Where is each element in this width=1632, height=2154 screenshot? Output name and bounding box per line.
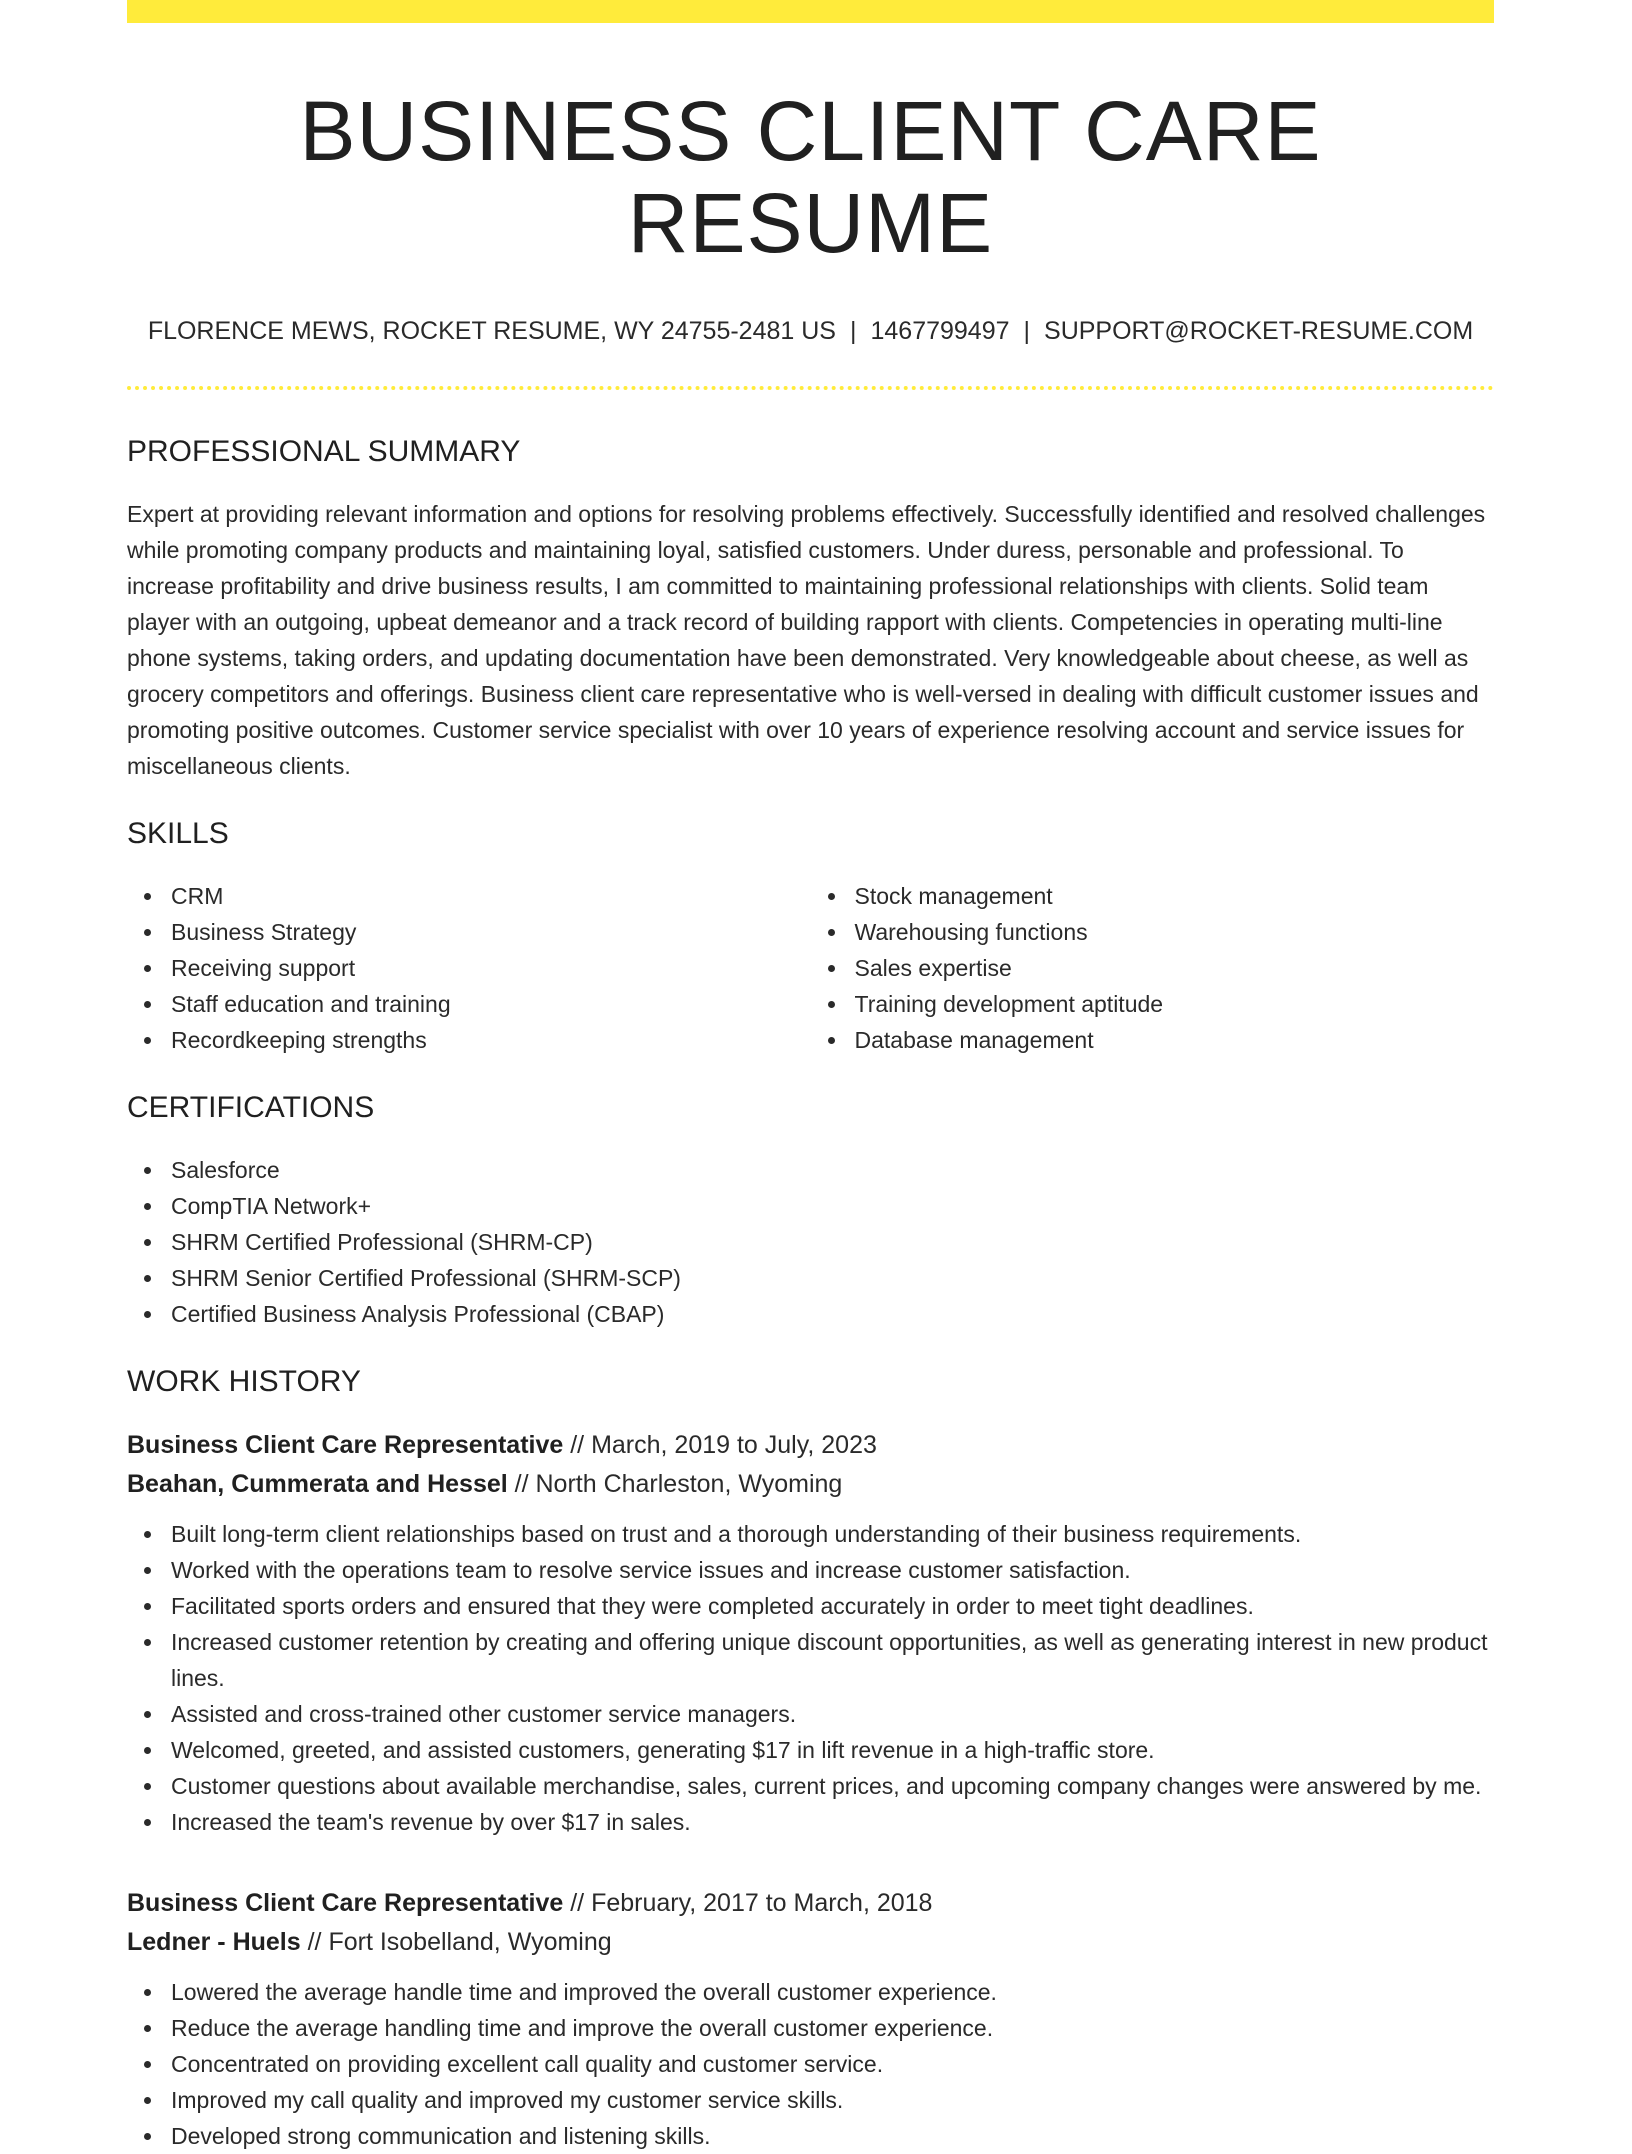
job-bullet: Welcomed, greeted, and assisted customers, generating $17 in lift revenue in a high-traffic store.: [171, 1732, 1494, 1768]
job-company: Ledner - Huels: [127, 1927, 301, 1956]
job-bullet: Assisted and cross-trained other customer service managers.: [171, 1696, 1494, 1732]
job-bullet: Concentrated on providing excellent call quality and customer service.: [171, 2046, 1494, 2082]
skill-item: Database management: [855, 1022, 1495, 1058]
skill-item: Receiving support: [171, 950, 811, 986]
job-entry: [127, 1884, 1494, 2154]
job-bullet: Worked with the operations team to resolve service issues and increase customer satisfaction.: [171, 1552, 1494, 1588]
certification-item: SHRM Senior Certified Professional (SHRM-SCP): [171, 1260, 1494, 1296]
job-title-line: [127, 1426, 1494, 1465]
certification-item: SHRM Certified Professional (SHRM-CP): [171, 1224, 1494, 1260]
professional-summary-section: [127, 434, 1494, 784]
job-bullet: Improved my call quality and improved my customer service skills.: [171, 2082, 1494, 2118]
skill-item: CRM: [171, 878, 811, 914]
skill-item: Business Strategy: [171, 914, 811, 950]
skills-grid: [127, 878, 1494, 1058]
job-company: Beahan, Cummerata and Hessel: [127, 1469, 508, 1498]
skill-item: Staff education and training: [171, 986, 811, 1022]
certifications-list: [127, 1152, 1494, 1332]
job-bullet: Reduce the average handling time and improve the overall customer experience.: [171, 2010, 1494, 2046]
job-entry: [127, 1426, 1494, 1840]
certifications-section: [127, 1090, 1494, 1332]
summary-text: Expert at providing relevant information and options for resolving problems effectively. Successfully identified and resolved challenges while promoting company products and maintaining loyal, satisfied customers. Under duress, personable and professional. To increase profitability and drive business results, I am committed to maintaining professional relationships with clients. Solid team player with an outgoing, upbeat demeanor and a track record of building rapport with clients. Competencies in operating multi-line phone systems, taking orders, and updating documentation have been demonstrated. Very knowledgeable about cheese, as well as grocery competitors and offerings. Business client care representative who is well-versed in dealing with difficult customer issues and promoting positive outcomes. Customer service specialist with over 10 years of experience resolving account and service issues for miscellaneous clients.: [127, 500, 1486, 779]
contact-separator: |: [1023, 316, 1031, 345]
skill-item: Stock management: [855, 878, 1495, 914]
skills-section: [127, 816, 1494, 1058]
job-company-line: [127, 1465, 1494, 1504]
job-dates: // March, 2019 to July, 2023: [563, 1430, 877, 1459]
resume-page: [127, 0, 1494, 2154]
certification-item: CompTIA Network+: [171, 1188, 1494, 1224]
job-company-line: [127, 1923, 1494, 1962]
contact-email: SUPPORT@ROCKET-RESUME.COM: [1044, 316, 1474, 345]
skill-item: Training development aptitude: [855, 986, 1495, 1022]
work-history-section: [127, 1364, 1494, 2154]
job-bullet: Increased customer retention by creating and offering unique discount opportunities, as well as generating interest in new product lines.: [171, 1624, 1494, 1696]
job-bullet: Facilitated sports orders and ensured that they were completed accurately in order to meet tight deadlines.: [171, 1588, 1494, 1624]
job-title: Business Client Care Representative: [127, 1888, 564, 1917]
section-heading: WORK HISTORY: [127, 1364, 361, 1398]
job-bullets: [127, 1974, 1494, 2154]
job-title: Business Client Care Representative: [127, 1430, 564, 1459]
certification-item: Salesforce: [171, 1152, 1494, 1188]
skill-item: Sales expertise: [855, 950, 1495, 986]
section-heading: PROFESSIONAL SUMMARY: [127, 434, 521, 468]
job-bullet: Lowered the average handle time and improved the overall customer experience.: [171, 1974, 1494, 2010]
job-dates: // February, 2017 to March, 2018: [563, 1888, 933, 1917]
job-location: // Fort Isobelland, Wyoming: [300, 1927, 612, 1956]
job-bullets: [127, 1516, 1494, 1840]
job-location: // North Charleston, Wyoming: [507, 1469, 843, 1498]
job-bullet: Developed strong communication and listening skills.: [171, 2118, 1494, 2154]
section-heading: CERTIFICATIONS: [127, 1090, 375, 1124]
certification-item: Certified Business Analysis Professional (CBAP): [171, 1296, 1494, 1332]
skill-item: Recordkeeping strengths: [171, 1022, 811, 1058]
skills-list-left: [127, 878, 811, 1058]
job-bullet: Increased the team's revenue by over $17 in sales.: [171, 1804, 1494, 1840]
contact-phone: 1467799497: [870, 316, 1010, 345]
accent-top-bar: [127, 0, 1494, 23]
skill-item: Warehousing functions: [855, 914, 1495, 950]
dotted-divider: [127, 386, 1494, 390]
skills-list-right: [811, 878, 1495, 1058]
job-bullet: Built long-term client relationships based on trust and a thorough understanding of their business requirements.: [171, 1516, 1494, 1552]
contact-address: FLORENCE MEWS, ROCKET RESUME, WY 24755-2481 US: [147, 316, 836, 345]
job-title-line: [127, 1884, 1494, 1923]
contact-separator: |: [849, 316, 857, 345]
section-heading: SKILLS: [127, 816, 229, 850]
resume-title: BUSINESS CLIENT CARE RESUME: [299, 84, 1322, 271]
contact-line: [127, 316, 1494, 346]
job-bullet: Customer questions about available merchandise, sales, current prices, and upcoming company changes were answered by me.: [171, 1768, 1494, 1804]
